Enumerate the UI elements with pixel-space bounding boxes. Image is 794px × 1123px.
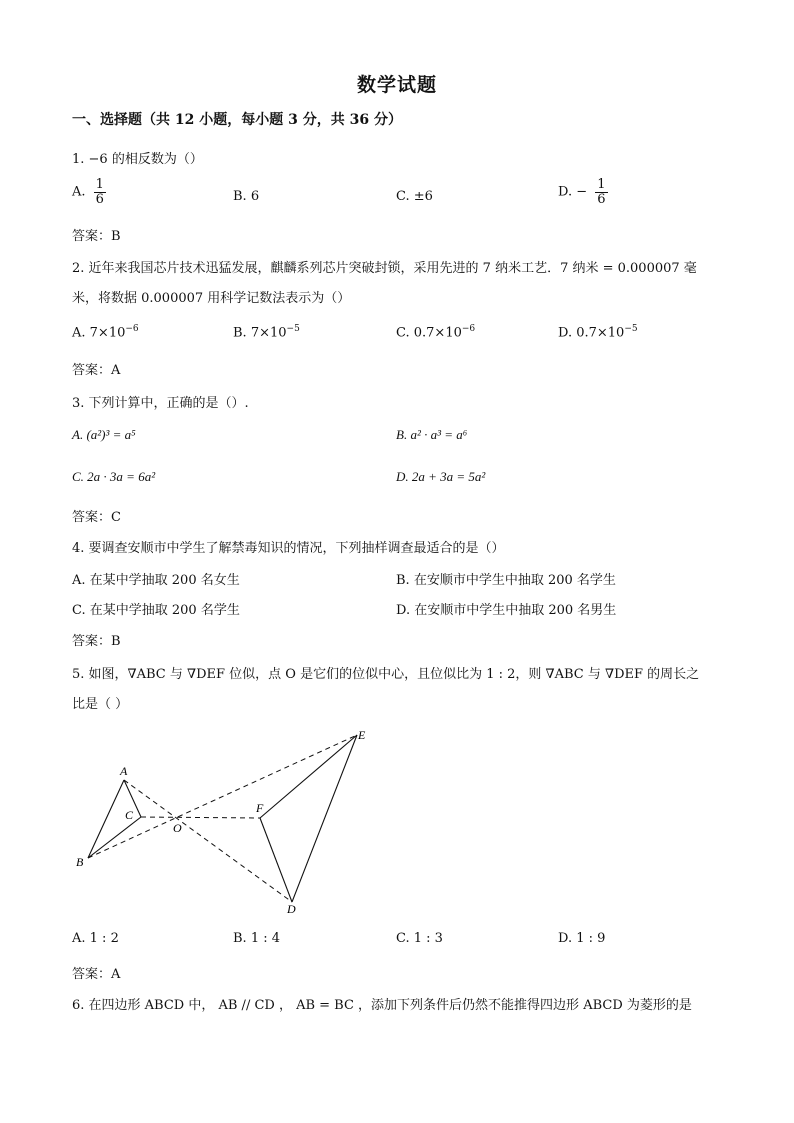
question-6-text: 6. 在四边形 ABCD 中， AB // CD ， AB = BC ，添加下列条件后仍然不能推得四边形 ABCD 为菱形的是 [72,998,692,1013]
q3-option-d: D. 2a + 3a = 5a² [396,469,486,484]
q3-option-a: A. (a²)³ = a⁵ [72,427,136,442]
question-2-line-1: 2. 近年来我国芯片技术迅猛发展，麒麟系列芯片突破封锁，采用先进的 7 纳米工艺．7 纳米 = 0.000007 毫 [72,261,697,276]
question-5-line-1: 5. 如图，∇ABC 与 ∇DEF 位似，点 O 是它们的位似中心，且位似比为 1 : 2，则 ∇ABC 与 ∇DEF 的周长之 [72,667,700,682]
q4-option-b: B. 在安顺市中学生中抽取 200 名学生 [396,573,616,588]
q3-option-c: C. 2a · 3a = 6a² [72,469,156,484]
q2-option-c-base: C. 0.7×10 [396,325,462,341]
q1-option-d-label: D. − [558,184,588,200]
section-heading: 一、选择题（共 12 小题，每小题 3 分，共 36 分） [72,112,402,128]
q1-option-a-label: A. [72,184,86,200]
q2-option-b-exponent: −5 [286,324,300,334]
q2-option-c-exponent: −6 [461,324,476,334]
q5-option-c: C. 1 : 3 [396,931,443,946]
q1-answer: 答案：B [72,229,121,244]
q5-option-b: B. 1 : 4 [233,931,281,946]
dashed-line-AD [124,780,292,902]
segment-FE [260,735,357,818]
q2-answer: 答案：A [72,363,121,378]
label-O: O [173,821,182,835]
q1-option-b: B. 6 [233,189,260,204]
q2-option-b-base: B. 7×10 [233,325,287,341]
q1-option-c: C. ±6 [396,189,433,204]
segment-AB [88,780,124,858]
q4-answer: 答案：B [72,634,121,649]
dashed-line-CF [141,817,260,818]
q1-option-a-numerator: 1 [95,177,104,192]
label-B: B [76,855,84,869]
q3-answer: 答案：C [72,510,121,525]
label-C: C [125,808,134,822]
q1-option-d-denominator: 6 [597,191,606,207]
q2-option-a-exponent: −6 [125,324,139,334]
q2-option-d-exponent: −5 [624,324,638,334]
segment-FD [260,818,292,902]
label-E: E [358,728,366,742]
page-title: 数学试题 [356,74,437,96]
question-4-text: 4. 要调查安顺市中学生了解禁毒知识的情况，下列抽样调查最适合的是（） [72,541,505,556]
label-A: A [120,764,128,778]
q4-option-a: A. 在某中学抽取 200 名女生 [72,573,240,588]
label-D: D [287,902,296,916]
question-3-text: 3. 下列计算中，正确的是（）. [72,396,249,411]
question-1-text: 1. −6 的相反数为（） [72,152,203,167]
q4-option-d: D. 在安顺市中学生中抽取 200 名男生 [396,603,617,618]
q5-option-a: A. 1 : 2 [72,931,119,946]
q1-option-d-numerator: 1 [597,177,606,192]
question-2-line-2: 米，将数据 0.000007 用科学记数法表示为（） [72,291,351,306]
q2-option-a-base: A. 7×10 [72,325,126,341]
q2-option-d-base: D. 0.7×10 [558,325,625,341]
label-F: F [256,801,264,815]
question-5-line-2: 比是（ ） [72,697,129,712]
q5-option-d: D. 1 : 9 [558,931,606,946]
q4-option-c: C. 在某中学抽取 200 名学生 [72,603,240,618]
q1-option-a-denominator: 6 [95,191,104,207]
q3-option-b: B. a² · a³ = a⁶ [396,427,468,442]
q5-answer: 答案：A [72,967,121,982]
